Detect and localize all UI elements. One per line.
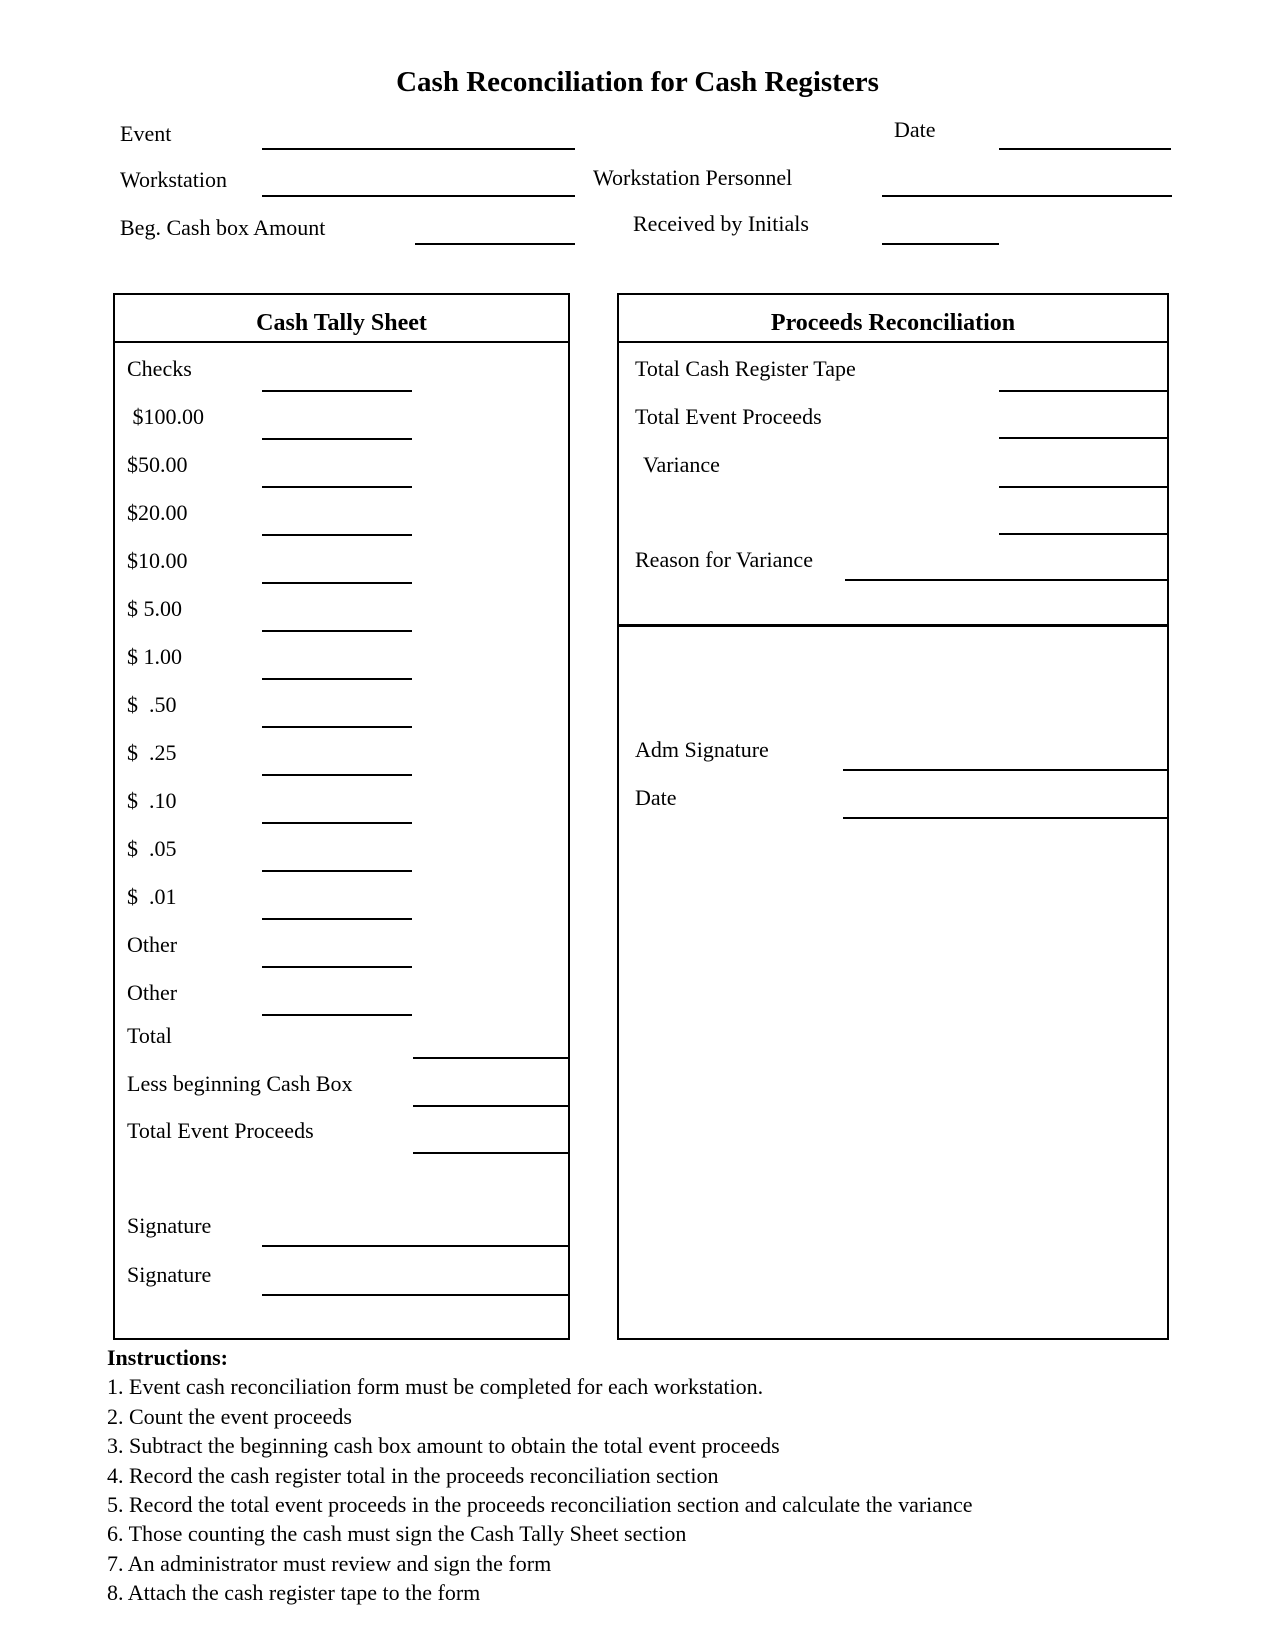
tally-label-signature-1: Signature <box>127 1213 212 1238</box>
proceeds-label-variance: Variance <box>643 452 720 477</box>
tally-label-less-beginning-cash-box: Less beginning Cash Box <box>127 1071 353 1096</box>
tally-label-25c: $ .25 <box>127 740 177 765</box>
instruction-item: 4. Record the cash register total in the proceeds reconciliation section <box>107 1462 719 1488</box>
tally-label-total: Total <box>127 1023 172 1048</box>
workstation-personnel-label: Workstation Personnel <box>593 165 793 190</box>
beg-cash-box-blank-line <box>415 243 575 245</box>
tally-label-checks: Checks <box>127 356 192 381</box>
proceeds-line-variance <box>999 486 1167 488</box>
tally-line-total <box>413 1057 568 1059</box>
tally-label-50: $50.00 <box>127 452 188 477</box>
instruction-item: 3. Subtract the beginning cash box amount to obtain the total event proceeds <box>107 1433 780 1459</box>
tally-line-10c <box>262 822 412 824</box>
event-blank-line <box>262 148 575 150</box>
proceeds-reconciliation-header-divider <box>619 341 1167 343</box>
date-blank-line <box>999 148 1171 150</box>
cash-tally-sheet-section <box>113 293 570 1340</box>
workstation-personnel-blank-line <box>882 195 1172 197</box>
tally-label-signature-2: Signature <box>127 1262 212 1287</box>
tally-label-100: $100.00 <box>127 404 204 429</box>
tally-line-checks <box>262 390 412 392</box>
workstation-label: Workstation <box>120 167 227 192</box>
proceeds-line-adm-signature <box>843 769 1167 771</box>
tally-label-other-1: Other <box>127 932 178 957</box>
proceeds-reconciliation-section <box>617 293 1169 1340</box>
tally-line-other-2 <box>262 1014 412 1016</box>
tally-line-1 <box>262 678 412 680</box>
tally-line-50c <box>262 726 412 728</box>
cash-tally-sheet-header-divider <box>115 341 568 343</box>
proceeds-line-reason-for-variance <box>845 579 1167 581</box>
instruction-item: 1. Event cash reconciliation form must be completed for each workstation. <box>107 1374 764 1400</box>
tally-label-10: $10.00 <box>127 548 188 573</box>
tally-line-1c <box>262 918 412 920</box>
tally-line-less-beginning-cash-box <box>413 1105 568 1107</box>
tally-line-5c <box>262 870 412 872</box>
received-by-initials-blank-line <box>882 243 999 245</box>
tally-label-50c: $ .50 <box>127 692 177 717</box>
tally-line-20 <box>262 534 412 536</box>
proceeds-line-total-event-proceeds <box>999 437 1167 439</box>
instruction-item: 8. Attach the cash register tape to the form <box>107 1580 481 1606</box>
tally-label-1c: $ .01 <box>127 884 177 909</box>
tally-label-1: $ 1.00 <box>127 644 182 669</box>
tally-line-5 <box>262 630 412 632</box>
received-by-initials-label: Received by Initials <box>633 211 809 236</box>
instruction-item: 2. Count the event proceeds <box>107 1403 352 1429</box>
tally-line-signature-2 <box>262 1294 568 1296</box>
proceeds-label-adm-signature: Adm Signature <box>635 737 769 762</box>
tally-label-5c: $ .05 <box>127 836 177 861</box>
instruction-item: 5. Record the total event proceeds in the proceeds reconciliation section and calculate the variance <box>107 1492 973 1518</box>
tally-line-total-event-proceeds <box>413 1152 568 1154</box>
proceeds-line-date <box>843 817 1167 819</box>
proceeds-label-date: Date <box>635 785 677 810</box>
proceeds-line-total-cash-register-tape <box>999 390 1167 392</box>
proceeds-section-divider <box>619 624 1167 627</box>
instructions-section <box>107 1343 1187 1608</box>
tally-line-50 <box>262 486 412 488</box>
tally-label-other-2: Other <box>127 980 178 1005</box>
instruction-item: 7. An administrator must review and sign the form <box>107 1550 552 1576</box>
tally-line-signature-1 <box>262 1245 568 1247</box>
form-title: Cash Reconciliation for Cash Registers <box>396 66 879 98</box>
instruction-item: 6. Those counting the cash must sign the Cash Tally Sheet section <box>107 1521 687 1547</box>
proceeds-label-reason-for-variance: Reason for Variance <box>635 547 813 572</box>
event-label: Event <box>120 121 172 146</box>
beg-cash-box-label: Beg. Cash box Amount <box>120 215 326 240</box>
proceeds-reconciliation-title: Proceeds Reconciliation <box>770 310 1016 336</box>
tally-line-25c <box>262 774 412 776</box>
tally-line-100 <box>262 438 412 440</box>
tally-line-10 <box>262 582 412 584</box>
tally-label-10c: $ .10 <box>127 788 177 813</box>
proceeds-line-extra-blank <box>999 533 1167 535</box>
tally-label-total-event-proceeds: Total Event Proceeds <box>127 1118 314 1143</box>
instructions-heading: Instructions: <box>107 1345 229 1370</box>
cash-tally-sheet-title: Cash Tally Sheet <box>256 310 427 336</box>
proceeds-label-total-event-proceeds: Total Event Proceeds <box>635 404 822 429</box>
tally-line-other-1 <box>262 966 412 968</box>
date-label: Date <box>894 117 936 142</box>
tally-label-20: $20.00 <box>127 500 188 525</box>
tally-label-5: $ 5.00 <box>127 596 182 621</box>
proceeds-label-total-cash-register-tape: Total Cash Register Tape <box>635 356 856 381</box>
workstation-blank-line <box>262 195 575 197</box>
